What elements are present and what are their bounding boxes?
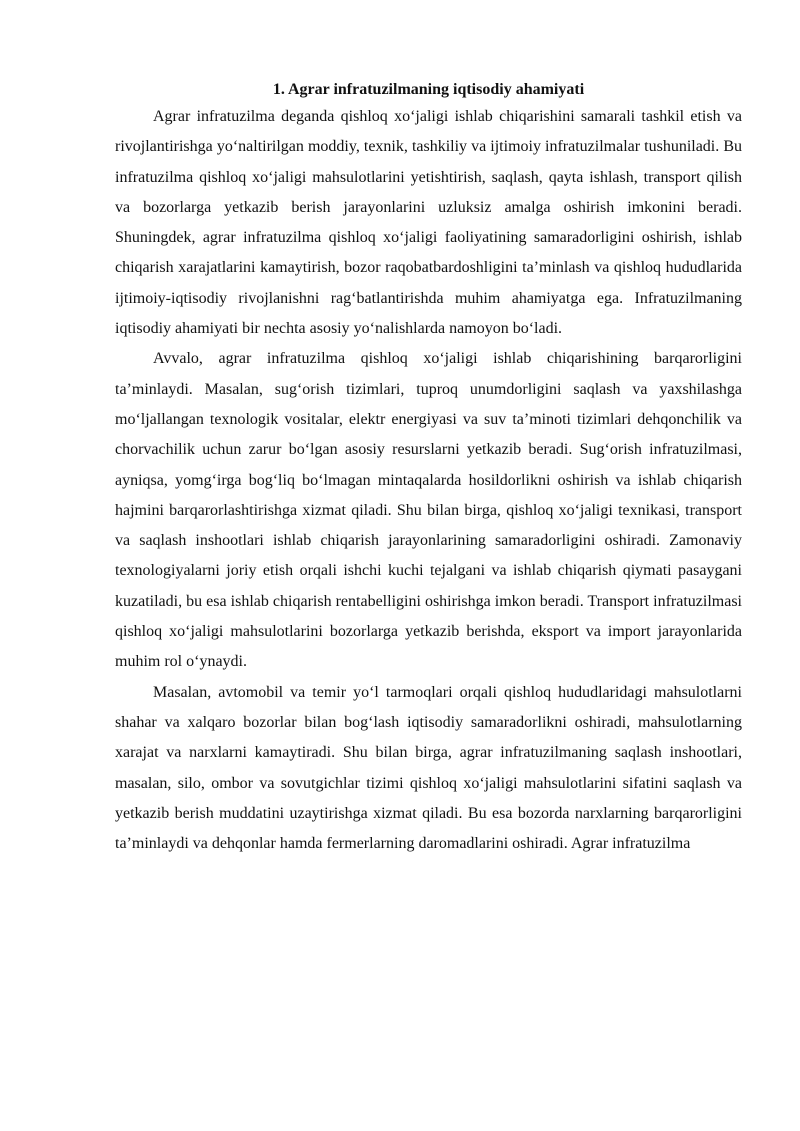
paragraph-production-stability: Avvalo, agrar infratuzilma qishloq xo‘jaligi ishlab chiqarishining barqarorligini ta’minlaydi. Masalan, sug‘orish tizimlari, tuproq unumdorligini saqlash va yaxshilashga mo‘ljallangan texnologik vositalar, elektr energiyasi va suv ta’minoti tizimlari dehqonchilik va chorvachilik uchun zarur bo‘lgan asosiy resurslarni yetkazib beradi. Sug‘orish infratuzilmasi, ayniqsa, yomg‘irga bog‘liq bo‘lmagan mintaqalarda hosildorlikni oshirish va ishlab chiqarish hajmini barqarorlashtirishga xizmat qiladi. Shu bilan birga, qishloq xo‘jaligi texnikasi, transport va saqlash inshootlari ishlab chiqarish jarayonlarining samaradorligini oshiradi. Zamonaviy texnologiyalarni joriy etish orqali ishchi kuchi tejalgani va ishlab chiqarish qiymati pasaygani kuzatiladi, bu esa ishlab chiqarish rentabelligini oshirishga imkon beradi. Transport infratuzilmasi qishloq xo‘jaligi mahsulotlarini bozorlarga yetkazib berishda, eksport va import jarayonlarida muhim rol o‘ynaydi. (115, 350, 742, 671)
paragraph-definition: Agrar infratuzilma deganda qishloq xo‘jaligi ishlab chiqarishini samarali tashkil etish va rivojlantirishga yo‘naltirilgan moddiy, texnik, tashkiliy va ijtimoiy infratuzilmalar tushuniladi. Bu infratuzilma qishloq xo‘jaligi mahsulotlarini yetishtirish, saqlash, qayta ishlash, transport qilish va bozorlarga yetkazib berish jarayonlarini uzluksiz amalga oshirish imkonini beradi. Shuningdek, agrar infratuzilma qishloq xo‘jaligi faoliyatining samaradorligini oshirish, ishlab chiqarish xarajatlarini kamaytirish, bozor raqobatbardoshligini ta’minlash va qishloq hududlarida ijtimoiy-iqtisodiy rivojlanishni rag‘batlantirishda muhim ahamiyatga ega. Infratuzilmaning iqtisodiy ahamiyati bir nechta asosiy yo‘nalishlarda namoyon bo‘ladi. (115, 108, 742, 338)
document-body (115, 80, 742, 859)
paragraph-transport-storage: Masalan, avtomobil va temir yo‘l tarmoqlari orqali qishloq hududlaridagi mahsulotlarni shahar va xalqaro bozorlar bilan bog‘lash iqtisodiy samaradorlikni oshiradi, mahsulotlarning xarajat va narxlarni kamaytiradi. Shu bilan birga, agrar infratuzilmaning saqlash inshootlari, masalan, silo, ombor va sovutgichlar tizimi qishloq xo‘jaligi mahsulotlarini sifatini saqlash va yetkazib berish muddatini uzaytirishga xizmat qiladi. Bu esa bozorda narxlarning barqarorligini ta’minlaydi va dehqonlar hamda fermerlarning daromadlarini oshiradi. Agrar infratuzilma (115, 683, 742, 853)
section-heading: 1. Agrar infratuzilmaning iqtisodiy ahamiyati (272, 81, 585, 98)
